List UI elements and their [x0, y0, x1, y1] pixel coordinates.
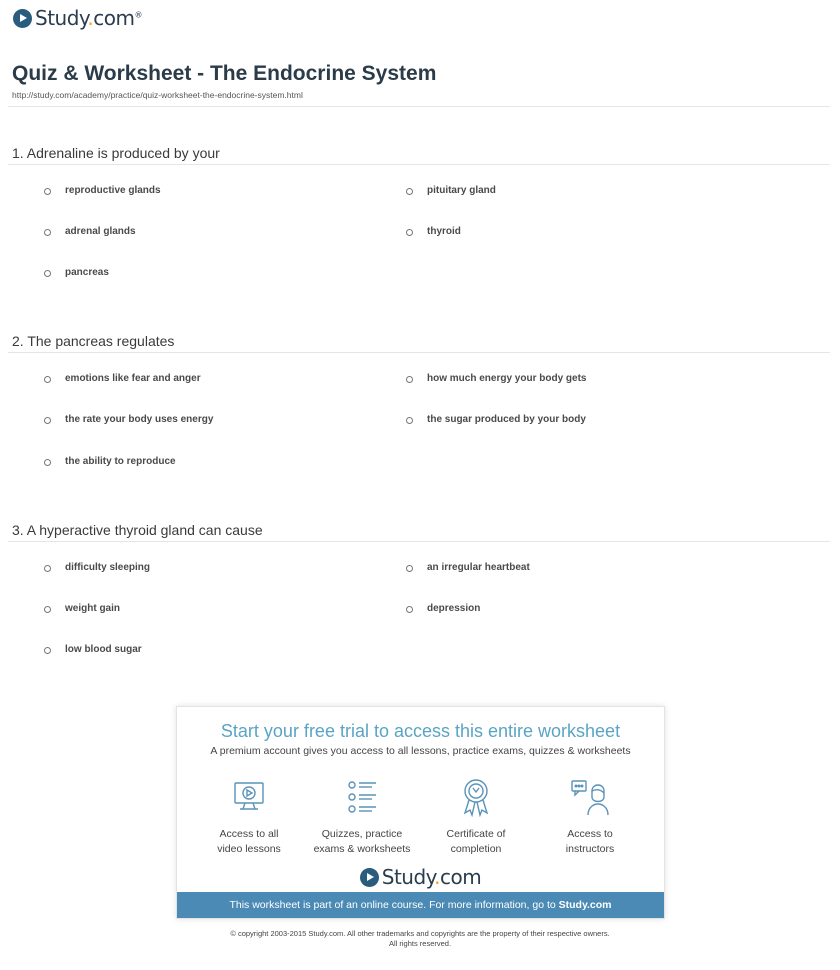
radio-button[interactable] [44, 565, 51, 572]
answer-option[interactable]: how much energy your body gets [406, 373, 586, 384]
radio-button[interactable] [44, 459, 51, 466]
radio-button[interactable] [406, 376, 413, 383]
answer-option[interactable]: low blood sugar [44, 644, 142, 655]
radio-button[interactable] [44, 606, 51, 613]
feature-label: video lessons [217, 843, 281, 855]
answer-option[interactable]: adrenal glands [44, 226, 136, 237]
answer-option[interactable]: the sugar produced by your body [406, 414, 586, 425]
quiz-list-icon [342, 777, 382, 817]
study-link[interactable]: Study.com [558, 899, 612, 911]
feature-label: Quizzes, practice [321, 828, 403, 840]
certificate-icon [456, 777, 496, 817]
feature-label: instructors [565, 843, 615, 855]
feature-quizzes [307, 777, 417, 857]
answer-option[interactable]: weight gain [44, 603, 120, 614]
answer-option[interactable]: pituitary gland [406, 185, 496, 196]
answer-option[interactable]: depression [406, 603, 480, 614]
instructor-icon [570, 777, 610, 817]
radio-button[interactable] [406, 188, 413, 195]
divider [8, 541, 830, 542]
answer-option[interactable]: reproductive glands [44, 185, 161, 196]
promo-study-logo[interactable] [177, 865, 664, 889]
logo-wordmark: Study.com® [35, 6, 142, 30]
question-3: 3. A hyperactive thyroid gland can cause [12, 522, 263, 538]
feature-label: Certificate of [446, 828, 506, 840]
answer-option[interactable]: difficulty sleeping [44, 562, 150, 573]
divider [8, 352, 830, 353]
feature-label: Access to [567, 828, 613, 840]
radio-button[interactable] [44, 229, 51, 236]
radio-button[interactable] [406, 417, 413, 424]
divider [8, 164, 830, 165]
answer-option[interactable]: pancreas [44, 267, 109, 278]
answer-option[interactable]: emotions like fear and anger [44, 373, 201, 384]
page-title: Quiz & Worksheet - The Endocrine System [12, 62, 437, 85]
copyright-footer: © copyright 2003-2015 Study.com. All other trademarks and copyrights are the property of their respective owners. All rights reserved. [230, 929, 610, 948]
radio-button[interactable] [44, 417, 51, 424]
answer-option[interactable]: an irregular heartbeat [406, 562, 530, 573]
page-url: http://study.com/academy/practice/quiz-worksheet-the-endocrine-system.html [12, 90, 303, 100]
question-1: 1. Adrenaline is produced by your [12, 145, 220, 161]
radio-button[interactable] [44, 647, 51, 654]
video-lesson-icon [229, 777, 269, 817]
logo-wordmark: Study.com [381, 865, 482, 889]
promo-info-bar: This worksheet is part of an online course. For more information, go to Study.com [177, 892, 664, 918]
play-logo-icon [360, 868, 379, 887]
answer-option[interactable]: the rate your body uses energy [44, 414, 213, 425]
divider [8, 106, 830, 107]
radio-button[interactable] [406, 565, 413, 572]
radio-button[interactable] [44, 376, 51, 383]
radio-button[interactable] [406, 606, 413, 613]
free-trial-promo [176, 706, 665, 919]
answer-option[interactable]: thyroid [406, 226, 461, 237]
feature-certificate [421, 777, 531, 857]
radio-button[interactable] [44, 188, 51, 195]
feature-instructors [535, 777, 645, 857]
promo-title[interactable]: Start your free trial to access this entire worksheet [220, 721, 621, 741]
promo-subtitle: A premium account gives you access to all lessons, practice exams, quizzes & worksheets [210, 745, 631, 757]
study-logo[interactable] [13, 6, 142, 30]
answer-option[interactable]: the ability to reproduce [44, 456, 176, 467]
radio-button[interactable] [406, 229, 413, 236]
play-logo-icon [13, 9, 32, 28]
feature-video-lessons [194, 777, 304, 857]
feature-label: Access to all [219, 828, 279, 840]
question-2: 2. The pancreas regulates [12, 333, 175, 349]
radio-button[interactable] [44, 270, 51, 277]
feature-label: exams & worksheets [313, 843, 411, 855]
feature-label: completion [450, 843, 502, 855]
